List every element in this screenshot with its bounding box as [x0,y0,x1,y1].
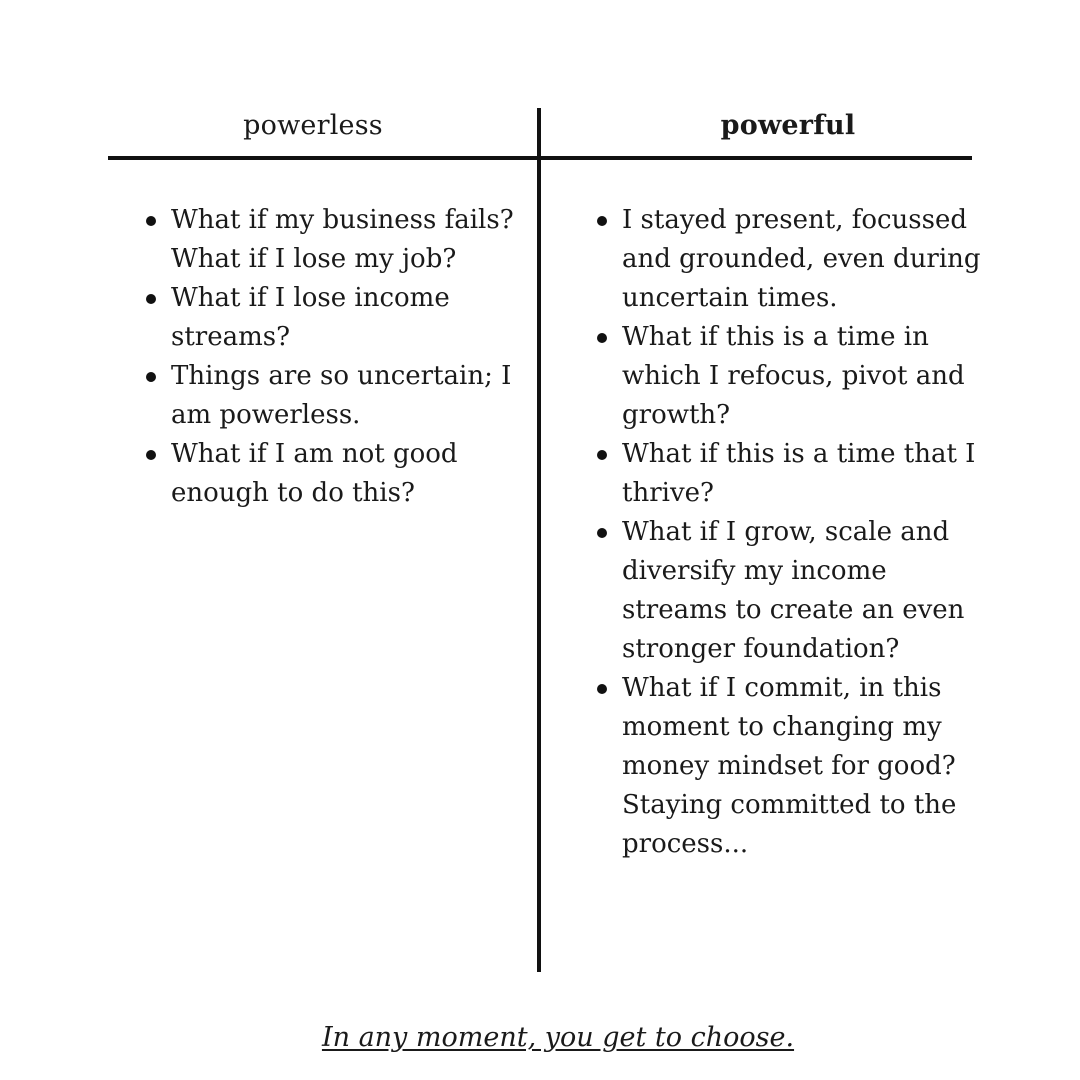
footer-quote: In any moment, you get to choose. [321,1022,795,1053]
powerful-item-3: What if this is a time that I thrive? [622,435,982,513]
powerless-item-2: What if I lose income streams? [171,279,531,357]
powerful-thought-list [592,201,982,864]
powerless-column-header: powerless [243,110,383,141]
powerless-thought-list [141,201,531,513]
powerful-column-header: powerful [720,110,856,141]
column-divider-vertical [537,108,541,972]
powerful-item-5: What if I commit, in this moment to changing my money mindset for good? Staying committed to the process... [622,669,982,864]
powerful-item-2: What if this is a time in which I refocus, pivot and growth? [622,318,982,435]
powerless-item-4: What if I am not good enough to do this? [171,435,531,513]
powerful-item-1: I stayed present, focussed and grounded, even during uncertain times. [622,201,982,318]
powerless-item-3: Things are so uncertain; I am powerless. [171,357,531,435]
powerless-item-1: What if my business fails? What if I lose my job? [171,201,531,279]
powerful-item-4: What if I grow, scale and diversify my income streams to create an even stronger foundation? [622,513,982,669]
